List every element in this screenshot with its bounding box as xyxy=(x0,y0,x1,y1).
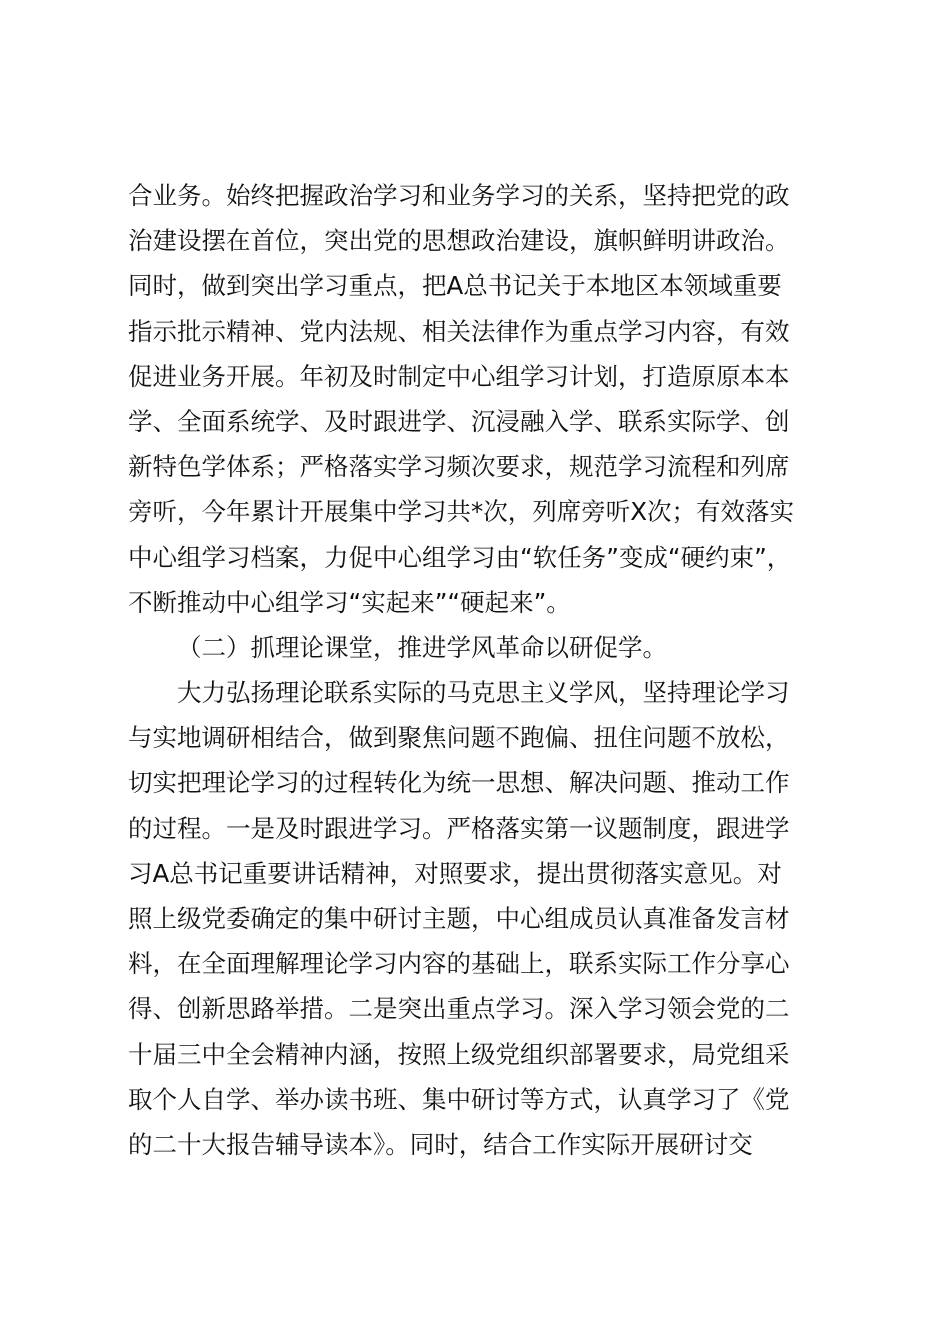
text-line: 十届三中全会精神内涵，按照上级党组织部署要求，局党组采 xyxy=(128,1039,790,1069)
text-line: 的过程。一是及时跟进学习。严格落实第一议题制度，跟进学 xyxy=(128,813,790,843)
text-line: 照上级党委确定的集中研讨主题，中心组成员认真准备发言材 xyxy=(128,904,790,933)
text-line: 指示批示精神、党内法规、相关法律作为重点学习内容，有效 xyxy=(128,316,790,346)
text-line: 的二十大报告辅导读本》。同时，结合工作实际开展研讨交 xyxy=(128,1129,753,1159)
text-line: 习A总书记重要讲话精神，对照要求，提出贯彻落实意见。对 xyxy=(128,858,782,888)
text-line: 料，在全面理解理论学习内容的基础上，联系实际工作分享心 xyxy=(128,949,790,979)
text-line: 切实把理论学习的过程转化为统一思想、解决问题、推动工作 xyxy=(128,768,790,798)
text-line: 新特色学体系；严格落实学习频次要求，规范学习流程和列席 xyxy=(128,452,790,482)
text-line: 不断推动中心组学习“实起来”“硬起来”。 xyxy=(128,587,571,617)
text-line: 取个人自学、举办读书班、集中研讨等方式，认真学习了《党 xyxy=(128,1084,790,1114)
text-line: 促进业务开展。年初及时制定中心组学习计划，打造原原本本 xyxy=(128,361,790,391)
text-line: 与实地调研相结合，做到聚焦问题不跑偏、扭住问题不放松， xyxy=(128,723,790,753)
text-line: 中心组学习档案，力促中心组学习由“软任务”变成“硬约束”， xyxy=(128,542,792,572)
section-heading: （二）抓理论课堂，推进学风革命以研促学。 xyxy=(177,632,667,662)
body-text xyxy=(128,173,828,1167)
text-line: 治建设摆在首位，突出党的思想政治建设，旗帜鲜明讲政治。 xyxy=(128,226,790,256)
paragraph-first-line: 大力弘扬理论联系实际的马克思主义学风，坚持理论学习 xyxy=(177,678,790,708)
text-line: 合业务。始终把握政治学习和业务学习的关系，坚持把党的政 xyxy=(128,181,790,210)
text-line: 同时，做到突出学习重点，把A总书记关于本地区本领域重要 xyxy=(128,271,782,301)
text-line: 得、创新思路举措。二是突出重点学习。深入学习领会党的二 xyxy=(128,994,790,1024)
text-line: 旁听，今年累计开展集中学习共*次，列席旁听X次；有效落实 xyxy=(128,497,795,527)
text-line: 学、全面系统学、及时跟进学、沉浸融入学、联系实际学、创 xyxy=(128,406,790,436)
